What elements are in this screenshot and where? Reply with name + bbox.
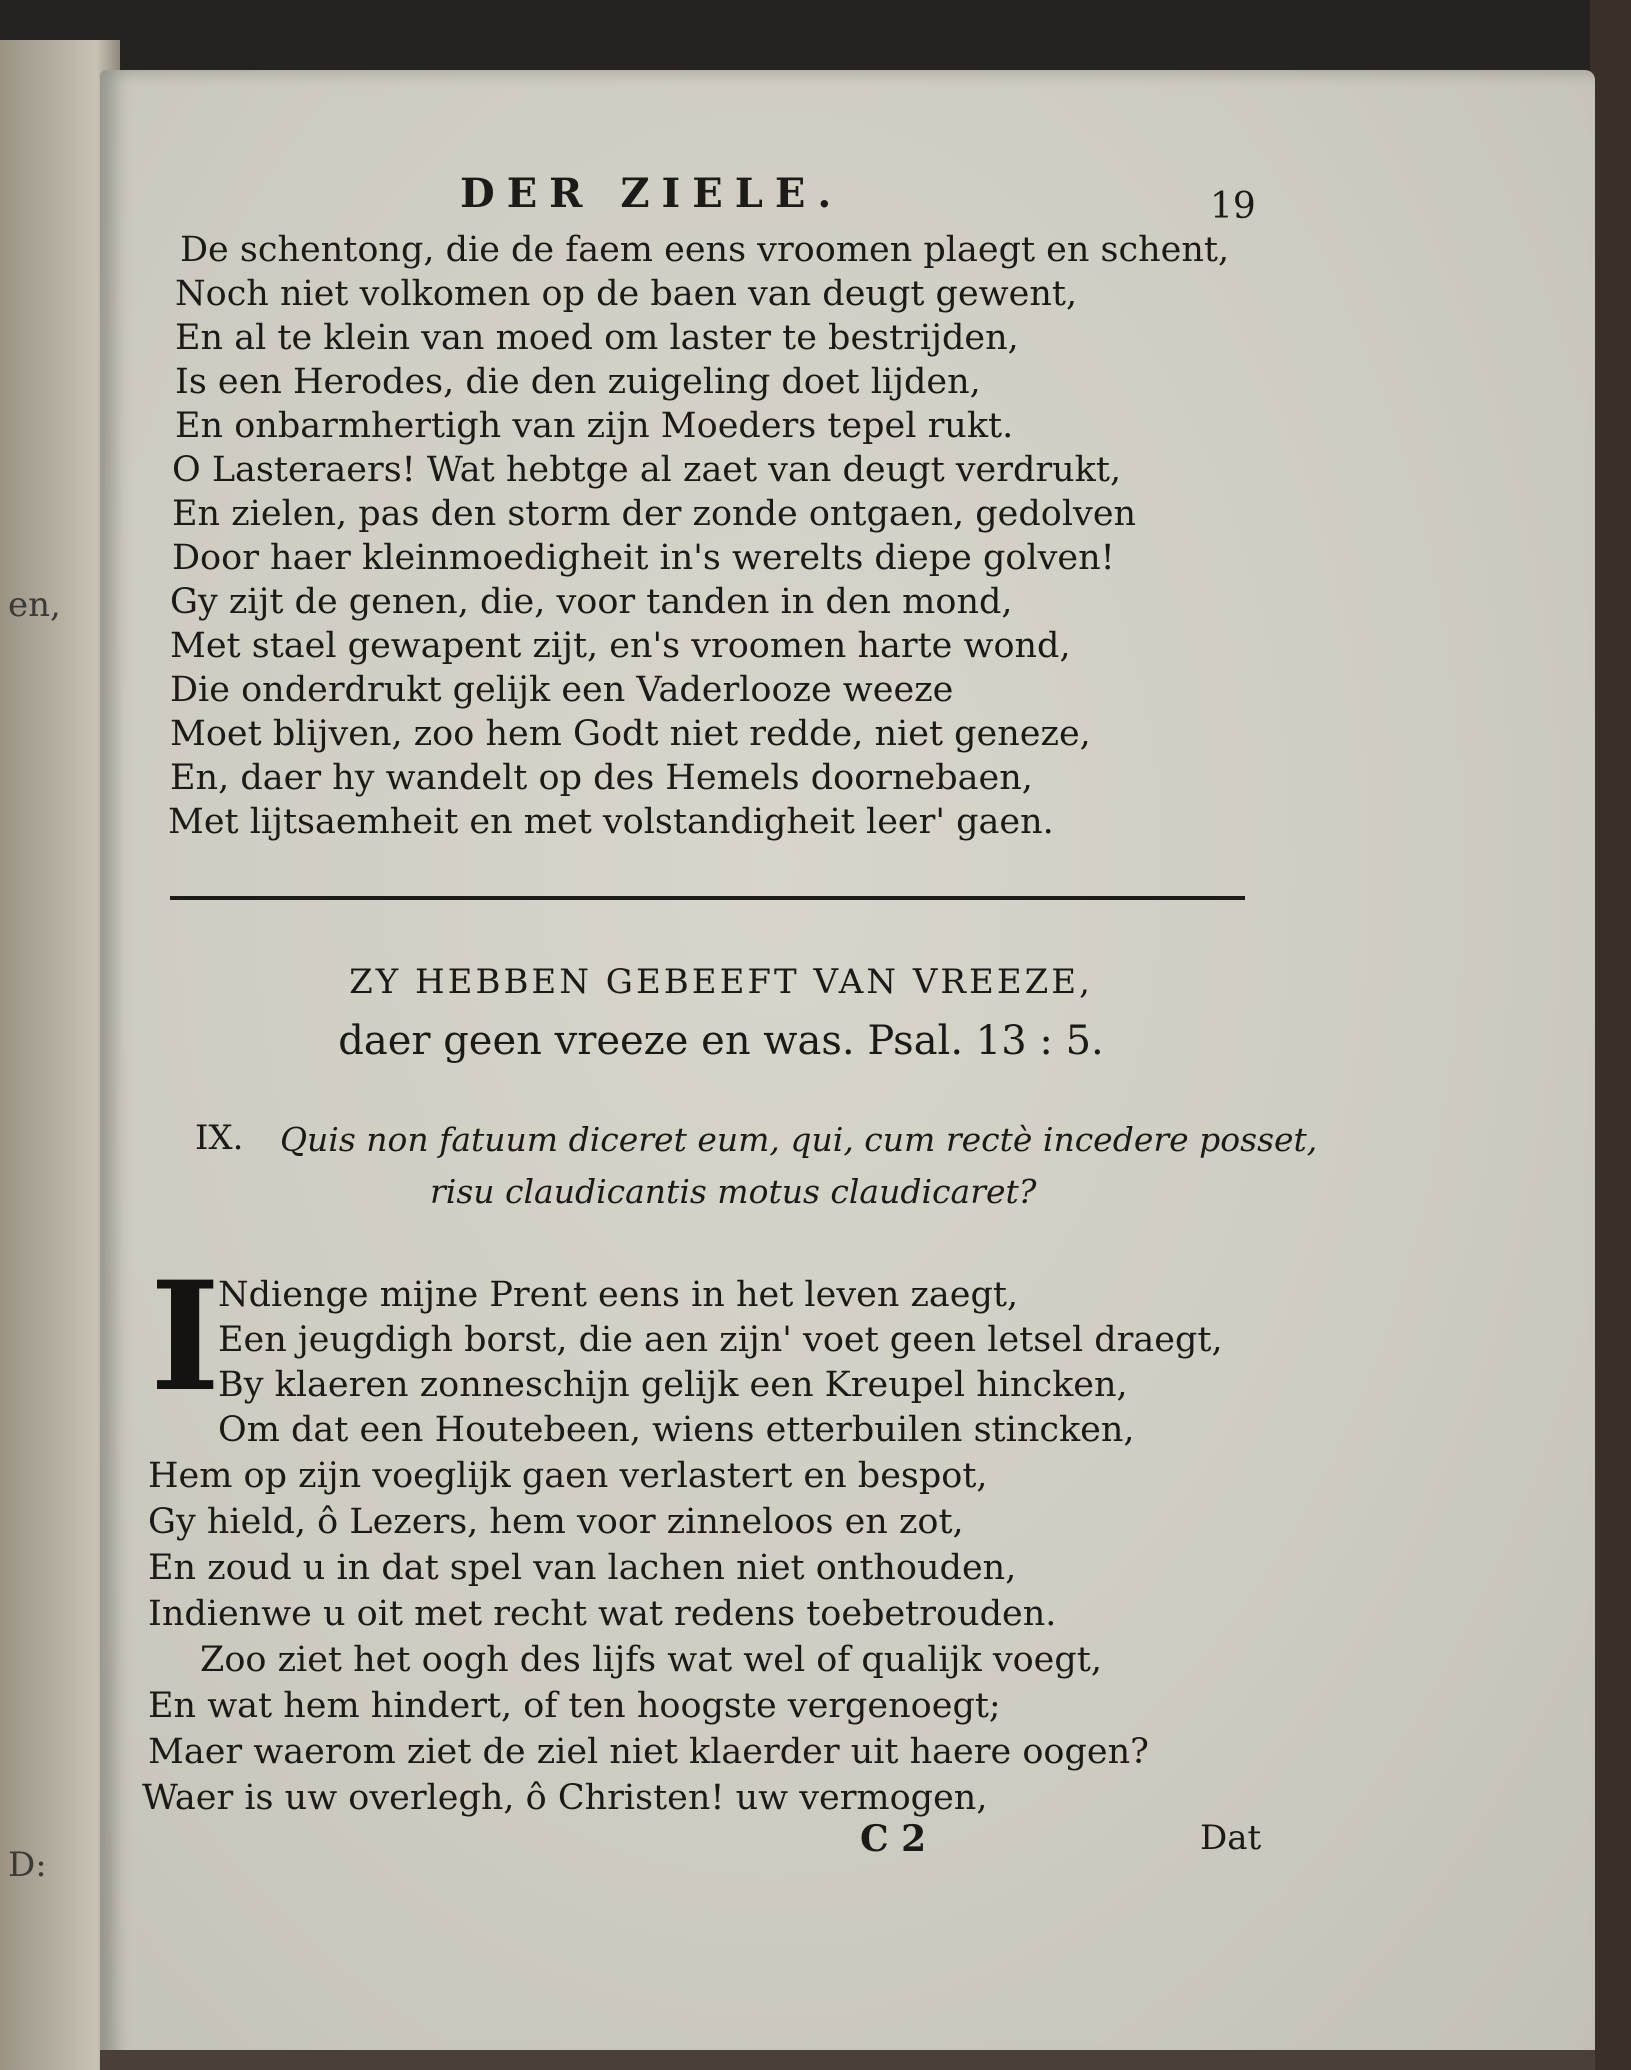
catchword: Dat (1200, 1818, 1262, 1858)
verse-line: De schentong, die de faem eens vroomen plaegt en schent, (180, 230, 1230, 270)
emblem-number: IX. (195, 1118, 244, 1158)
verse-line: Om dat een Houtebeen, wiens etterbuilen stincken, (218, 1410, 1135, 1450)
background-right (1590, 0, 1631, 2070)
verse-line: Gy hield, ô Lezers, hem voor zinneloos en zot, (148, 1502, 964, 1542)
section-title-line-1: ZY HEBBEN GEBEEFT VAN VREEZE, (349, 962, 1093, 1002)
verse-line: En zielen, pas den storm der zonde ontgaen, gedolven (172, 494, 1137, 534)
section-rule (170, 896, 1245, 900)
page-number: 19 (1210, 186, 1256, 227)
verse-line: En al te klein van moed om laster te bestrijden, (175, 318, 1019, 358)
verse-line: Gy zijt de genen, die, voor tanden in den mond, (170, 582, 1013, 622)
verse-line: Met lijtsaemheit en met volstandigheit leer' gaen. (168, 802, 1054, 842)
verse-line: By klaeren zonneschijn gelijk een Kreupel hincken, (218, 1365, 1128, 1405)
section-title-line-2: daer geen vreeze en was. Psal. 13 : 5. (338, 1018, 1104, 1064)
verse-line: En onbarmhertigh van zijn Moeders tepel rukt. (175, 406, 1014, 446)
signature-mark: C 2 (860, 1818, 927, 1860)
verse-line: Waer is uw overlegh, ô Christen! uw vermogen, (142, 1778, 988, 1818)
verse-line: En wat hem hindert, of ten hoogste vergenoegt; (148, 1686, 1001, 1726)
left-page-fragment: en, (8, 585, 61, 625)
verse-line: En zoud u in dat spel van lachen niet onthouden, (148, 1548, 1017, 1588)
verse-line: Ndienge mijne Prent eens in het leven zaegt, (218, 1275, 1019, 1315)
verse-line: Maer waerom ziet de ziel niet klaerder uit haere oogen? (148, 1732, 1149, 1772)
latin-motto-line-2: risu claudicantis motus claudicaret? (430, 1172, 1037, 1211)
verse-line: Noch niet volkomen op de baen van deugt gewent, (175, 274, 1078, 314)
verse-line: En, daer hy wandelt op des Hemels doornebaen, (170, 758, 1033, 798)
verse-line: Een jeugdigh borst, die aen zijn' voet geen letsel draegt, (218, 1320, 1223, 1360)
page-bottom-shadow (100, 2050, 1595, 2070)
drop-cap: I (150, 1249, 221, 1425)
latin-motto-line-1: Quis non fatuum diceret eum, qui, cum rectè incedere posset, (280, 1120, 1318, 1159)
verse-line: O Lasteraers! Wat hebtge al zaet van deugt verdrukt, (172, 450, 1122, 490)
verse-line: Is een Herodes, die den zuigeling doet lijden, (175, 362, 981, 402)
verse-line: Met stael gewapent zijt, en's vroomen harte wond, (170, 626, 1071, 666)
running-head: DER ZIELE. (460, 170, 844, 217)
verse-line: Hem op zijn voeglijk gaen verlastert en bespot, (148, 1456, 988, 1496)
verse-line: Door haer kleinmoedigheit in's werelts diepe golven! (172, 538, 1115, 578)
verse-line: Die onderdrukt gelijk een Vaderlooze weeze (170, 670, 954, 710)
verse-line: Moet blijven, zoo hem Godt niet redde, niet geneze, (170, 714, 1091, 754)
verse-line: Indienwe u oit met recht wat redens toebetrouden. (148, 1594, 1057, 1634)
verse-line: Zoo ziet het oogh des lijfs wat wel of qualijk voegt, (200, 1640, 1102, 1680)
left-page-fragment: D: (8, 1845, 47, 1885)
